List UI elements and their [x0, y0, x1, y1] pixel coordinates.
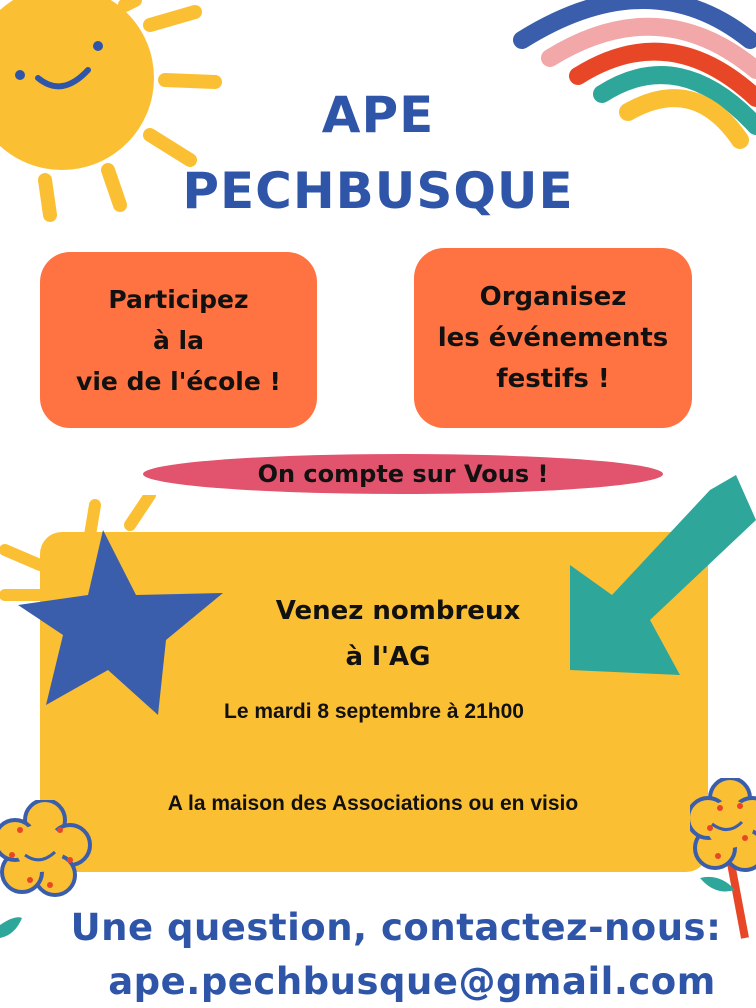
card-line: Organisez [479, 281, 627, 312]
event-headline-1: Venez nombreux [275, 596, 521, 626]
title-line2: PECHBUSQUE [182, 162, 574, 220]
contact-email[interactable]: ape.pechbusque@gmail.com [108, 960, 716, 1003]
contact-question: Une question, contactez-nous: [70, 906, 722, 949]
banner-text: On compte sur Vous ! [257, 460, 549, 488]
card-organize [414, 248, 692, 428]
card-line: Participez [108, 284, 249, 314]
event-headline-2: à l'AG [345, 642, 431, 672]
card-line: festifs ! [496, 363, 610, 394]
card-line: à la [152, 325, 204, 355]
card-line: vie de l'école ! [76, 366, 281, 396]
event-date: Le mardi 8 septembre à 21h00 [224, 700, 524, 723]
event-place: A la maison des Associations ou en visio [167, 792, 579, 815]
title-line1: APE [321, 86, 435, 144]
card-line: les événements [437, 322, 669, 353]
card-participate [40, 252, 317, 428]
